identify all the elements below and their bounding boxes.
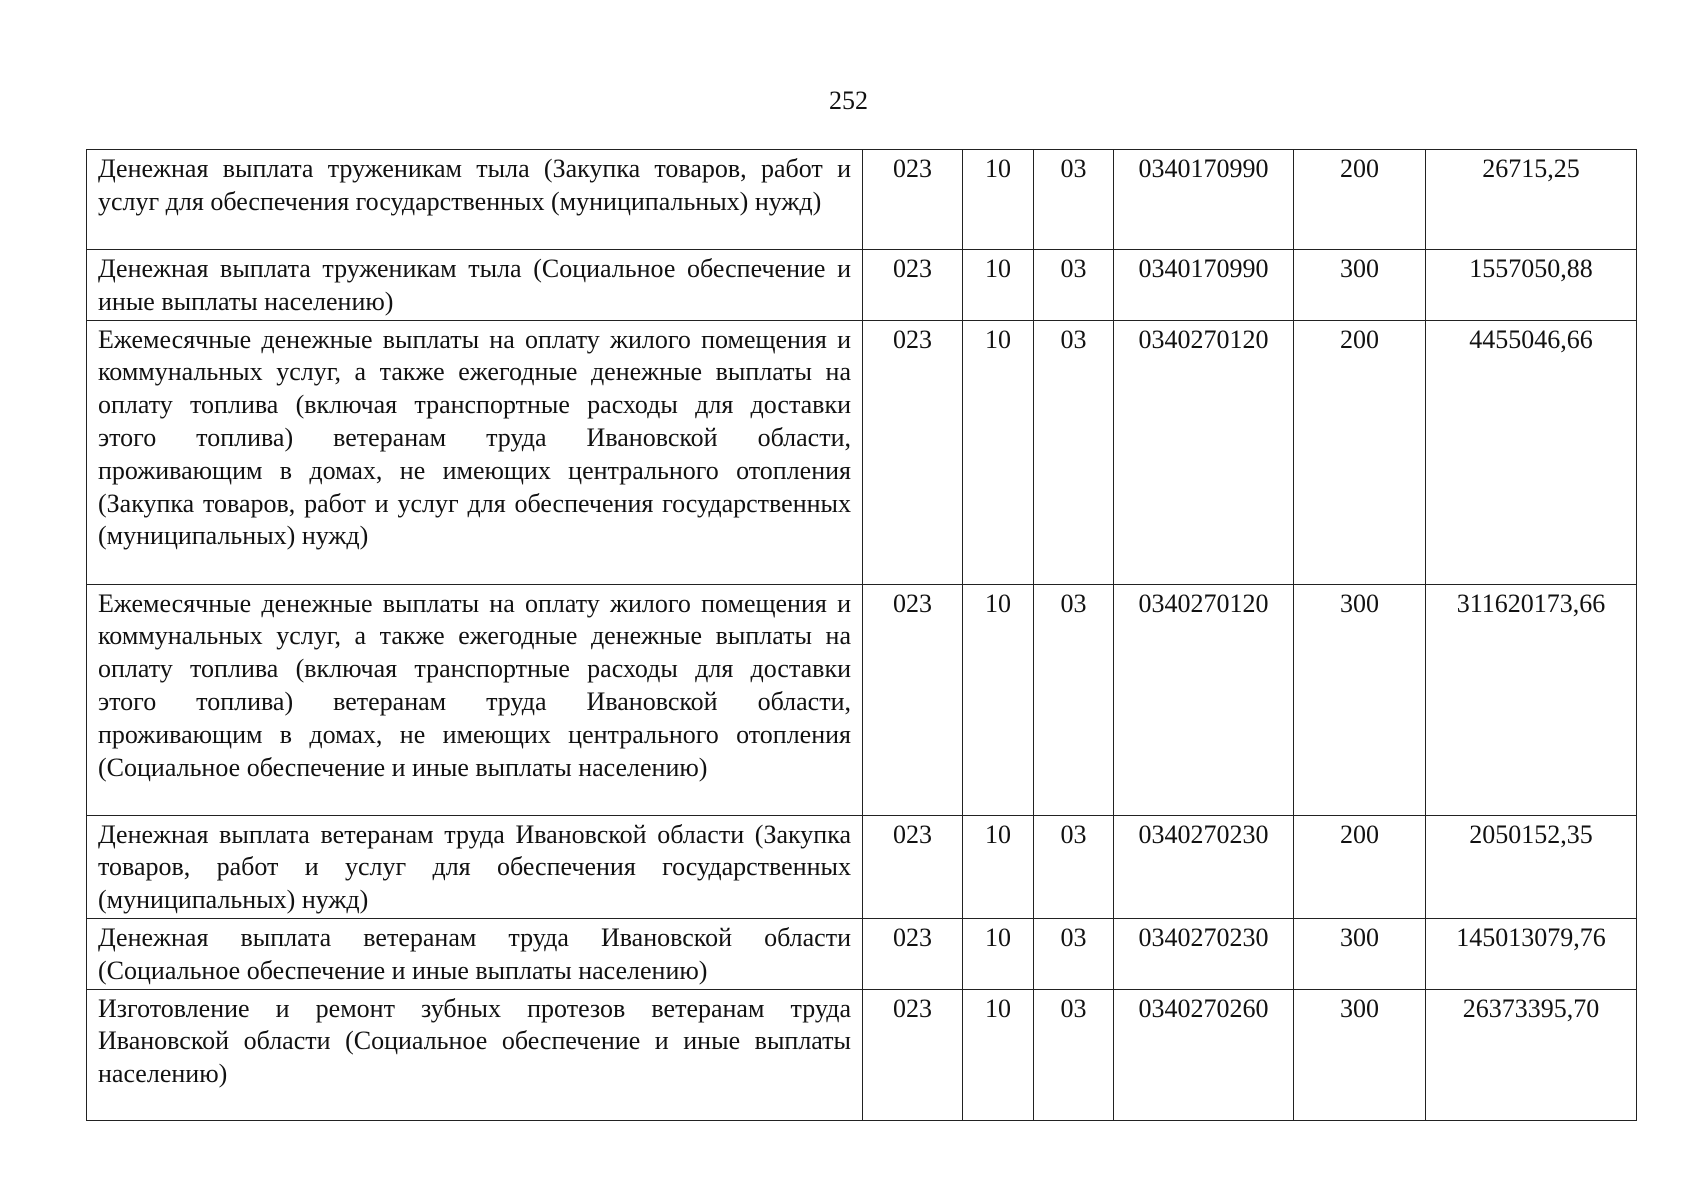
section-code: 10 xyxy=(963,989,1034,1120)
row-description: Денежная выплата труженикам тыла (Закупка товаров, работ и услуг для обеспечения государственных (муниципальных) нужд) xyxy=(87,150,863,250)
table-row xyxy=(87,815,1637,918)
section-code: 10 xyxy=(963,250,1034,321)
target-article-code: 0340170990 xyxy=(1114,150,1294,250)
amount-value: 145013079,76 xyxy=(1426,918,1637,989)
amount-value: 26373395,70 xyxy=(1426,989,1637,1120)
expense-type-code: 200 xyxy=(1294,150,1426,250)
table-row xyxy=(87,918,1637,989)
target-article-code: 0340270120 xyxy=(1114,584,1294,815)
subsection-code: 03 xyxy=(1034,320,1114,584)
expense-type-code: 200 xyxy=(1294,815,1426,918)
row-description: Денежная выплата труженикам тыла (Социальное обеспечение и иные выплаты населению) xyxy=(87,250,863,321)
target-article-code: 0340270230 xyxy=(1114,918,1294,989)
subsection-code: 03 xyxy=(1034,584,1114,815)
section-code: 10 xyxy=(963,815,1034,918)
amount-value: 1557050,88 xyxy=(1426,250,1637,321)
ministry-code: 023 xyxy=(863,989,963,1120)
row-description: Денежная выплата ветеранам труда Ивановской области (Закупка товаров, работ и услуг для обеспечения государственных (муниципальных) нужд) xyxy=(87,815,863,918)
subsection-code: 03 xyxy=(1034,150,1114,250)
amount-value: 26715,25 xyxy=(1426,150,1637,250)
table-row xyxy=(87,250,1637,321)
ministry-code: 023 xyxy=(863,150,963,250)
budget-table xyxy=(86,149,1637,1121)
table-row xyxy=(87,989,1637,1120)
amount-value: 311620173,66 xyxy=(1426,584,1637,815)
target-article-code: 0340170990 xyxy=(1114,250,1294,321)
ministry-code: 023 xyxy=(863,320,963,584)
page-number: 252 xyxy=(829,86,868,115)
expense-type-code: 300 xyxy=(1294,584,1426,815)
section-code: 10 xyxy=(963,320,1034,584)
row-description: Денежная выплата ветеранам труда Ивановской области (Социальное обеспечение и иные выплаты населению) xyxy=(87,918,863,989)
section-code: 10 xyxy=(963,584,1034,815)
ministry-code: 023 xyxy=(863,815,963,918)
subsection-code: 03 xyxy=(1034,989,1114,1120)
expense-type-code: 300 xyxy=(1294,250,1426,321)
target-article-code: 0340270230 xyxy=(1114,815,1294,918)
amount-value: 2050152,35 xyxy=(1426,815,1637,918)
row-description: Изготовление и ремонт зубных протезов ветеранам труда Ивановской области (Социальное обеспечение и иные выплаты населению) xyxy=(87,989,863,1120)
table-row xyxy=(87,320,1637,584)
target-article-code: 0340270120 xyxy=(1114,320,1294,584)
table-row xyxy=(87,584,1637,815)
row-description: Ежемесячные денежные выплаты на оплату жилого помещения и коммунальных услуг, а также ежегодные денежные выплаты на оплату топлива (включая транспортные расходы для доставки этого топлива) ветеранам труда Ивановской области, проживающим в домах, не имеющих центрального отопления (Закупка товаров, работ и услуг для обеспечения государственных (муниципальных) нужд) xyxy=(87,320,863,584)
subsection-code: 03 xyxy=(1034,918,1114,989)
expense-type-code: 300 xyxy=(1294,989,1426,1120)
row-description: Ежемесячные денежные выплаты на оплату жилого помещения и коммунальных услуг, а также ежегодные денежные выплаты на оплату топлива (включая транспортные расходы для доставки этого топлива) ветеранам труда Ивановской области, проживающим в домах, не имеющих центрального отопления (Социальное обеспечение и иные выплаты населению) xyxy=(87,584,863,815)
ministry-code: 023 xyxy=(863,584,963,815)
ministry-code: 023 xyxy=(863,918,963,989)
amount-value: 4455046,66 xyxy=(1426,320,1637,584)
expense-type-code: 300 xyxy=(1294,918,1426,989)
section-code: 10 xyxy=(963,150,1034,250)
expense-type-code: 200 xyxy=(1294,320,1426,584)
section-code: 10 xyxy=(963,918,1034,989)
subsection-code: 03 xyxy=(1034,815,1114,918)
ministry-code: 023 xyxy=(863,250,963,321)
target-article-code: 0340270260 xyxy=(1114,989,1294,1120)
table-row xyxy=(87,150,1637,250)
subsection-code: 03 xyxy=(1034,250,1114,321)
